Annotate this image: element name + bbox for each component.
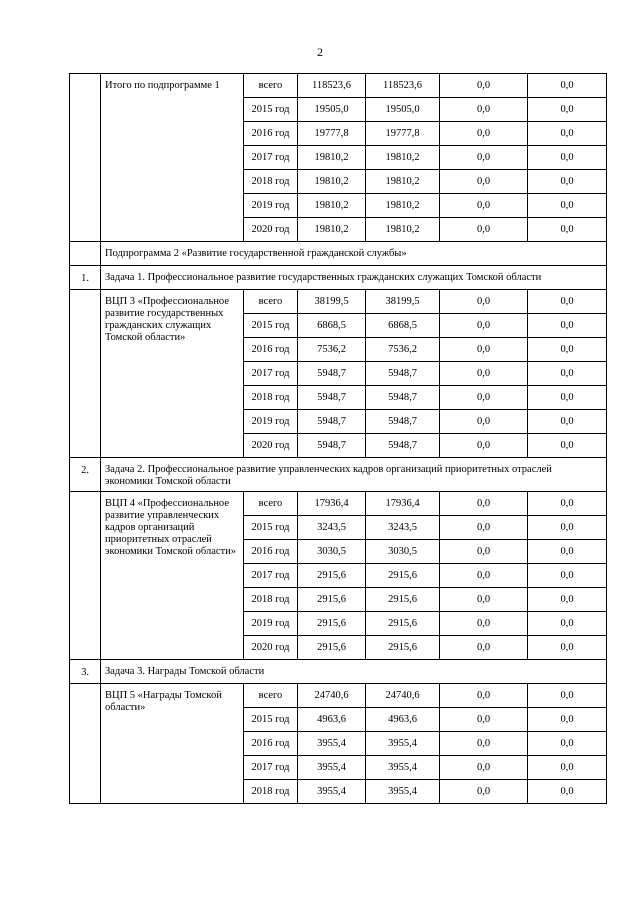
section-title: Подпрограмма 2 «Развитие государственной гражданской службы» <box>101 242 607 266</box>
regional-budget-cell: 24740,6 <box>366 684 440 708</box>
regional-budget-cell: 2915,6 <box>366 636 440 660</box>
table-row <box>70 290 607 314</box>
federal-budget-cell: 0,0 <box>440 612 528 636</box>
table-row <box>70 492 607 516</box>
year-cell: 2017 год <box>244 756 298 780</box>
federal-budget-cell: 0,0 <box>440 362 528 386</box>
federal-budget-cell: 0,0 <box>440 588 528 612</box>
page-number: 2 <box>317 45 323 59</box>
regional-budget-cell: 118523,6 <box>366 74 440 98</box>
year-cell: 2016 год <box>244 338 298 362</box>
regional-budget-cell: 19505,0 <box>366 98 440 122</box>
regional-budget-cell: 6868,5 <box>366 314 440 338</box>
total-value-cell: 2915,6 <box>298 564 366 588</box>
section-row <box>70 458 607 492</box>
regional-budget-cell: 4963,6 <box>366 708 440 732</box>
budget-table-body <box>70 74 607 804</box>
regional-budget-cell: 3955,4 <box>366 732 440 756</box>
program-name-cell: Итого по подпрограмме 1 <box>101 74 244 242</box>
other-sources-cell: 0,0 <box>528 732 607 756</box>
program-name-cell: ВЦП 4 «Профессиональное развитие управленческих кадров организаций приоритетных отраслей экономики Томской области» <box>101 492 244 660</box>
federal-budget-cell: 0,0 <box>440 194 528 218</box>
regional-budget-cell: 3955,4 <box>366 756 440 780</box>
section-number <box>70 242 101 266</box>
total-value-cell: 2915,6 <box>298 612 366 636</box>
total-value-cell: 3243,5 <box>298 516 366 540</box>
year-cell: 2016 год <box>244 732 298 756</box>
regional-budget-cell: 2915,6 <box>366 588 440 612</box>
total-value-cell: 7536,2 <box>298 338 366 362</box>
other-sources-cell: 0,0 <box>528 612 607 636</box>
total-value-cell: 19810,2 <box>298 170 366 194</box>
other-sources-cell: 0,0 <box>528 194 607 218</box>
federal-budget-cell: 0,0 <box>440 74 528 98</box>
federal-budget-cell: 0,0 <box>440 540 528 564</box>
regional-budget-cell: 5948,7 <box>366 362 440 386</box>
year-cell: всего <box>244 290 298 314</box>
regional-budget-cell: 19810,2 <box>366 170 440 194</box>
federal-budget-cell: 0,0 <box>440 98 528 122</box>
federal-budget-cell: 0,0 <box>440 708 528 732</box>
year-cell: 2020 год <box>244 434 298 458</box>
regional-budget-cell: 3243,5 <box>366 516 440 540</box>
total-value-cell: 3955,4 <box>298 780 366 804</box>
total-value-cell: 5948,7 <box>298 434 366 458</box>
row-number-cell <box>70 74 101 242</box>
section-number: 1. <box>70 266 101 290</box>
total-value-cell: 19810,2 <box>298 218 366 242</box>
federal-budget-cell: 0,0 <box>440 386 528 410</box>
year-cell: 2019 год <box>244 410 298 434</box>
other-sources-cell: 0,0 <box>528 146 607 170</box>
federal-budget-cell: 0,0 <box>440 290 528 314</box>
year-cell: 2019 год <box>244 612 298 636</box>
total-value-cell: 5948,7 <box>298 386 366 410</box>
section-title: Задача 1. Профессиональное развитие государственных гражданских служащих Томской области <box>101 266 607 290</box>
federal-budget-cell: 0,0 <box>440 146 528 170</box>
federal-budget-cell: 0,0 <box>440 122 528 146</box>
other-sources-cell: 0,0 <box>528 684 607 708</box>
year-cell: 2020 год <box>244 218 298 242</box>
year-cell: 2018 год <box>244 170 298 194</box>
table-row <box>70 74 607 98</box>
federal-budget-cell: 0,0 <box>440 170 528 194</box>
other-sources-cell: 0,0 <box>528 122 607 146</box>
year-cell: 2018 год <box>244 588 298 612</box>
other-sources-cell: 0,0 <box>528 780 607 804</box>
regional-budget-cell: 19777,8 <box>366 122 440 146</box>
year-cell: 2017 год <box>244 146 298 170</box>
section-row <box>70 266 607 290</box>
regional-budget-cell: 19810,2 <box>366 146 440 170</box>
year-cell: 2015 год <box>244 98 298 122</box>
regional-budget-cell: 19810,2 <box>366 194 440 218</box>
federal-budget-cell: 0,0 <box>440 564 528 588</box>
other-sources-cell: 0,0 <box>528 290 607 314</box>
budget-table <box>69 73 607 804</box>
total-value-cell: 5948,7 <box>298 410 366 434</box>
regional-budget-cell: 2915,6 <box>366 612 440 636</box>
total-value-cell: 19505,0 <box>298 98 366 122</box>
section-number: 3. <box>70 660 101 684</box>
regional-budget-cell: 5948,7 <box>366 386 440 410</box>
federal-budget-cell: 0,0 <box>440 516 528 540</box>
total-value-cell: 19810,2 <box>298 194 366 218</box>
year-cell: 2015 год <box>244 314 298 338</box>
other-sources-cell: 0,0 <box>528 218 607 242</box>
other-sources-cell: 0,0 <box>528 540 607 564</box>
other-sources-cell: 0,0 <box>528 170 607 194</box>
other-sources-cell: 0,0 <box>528 636 607 660</box>
total-value-cell: 24740,6 <box>298 684 366 708</box>
total-value-cell: 6868,5 <box>298 314 366 338</box>
other-sources-cell: 0,0 <box>528 708 607 732</box>
section-title: Задача 2. Профессиональное развитие управленческих кадров организаций приоритетных отраслей экономики Томской области <box>101 458 607 492</box>
total-value-cell: 3955,4 <box>298 732 366 756</box>
program-name-cell: ВЦП 3 «Профессиональное развитие государственных гражданских служащих Томской области» <box>101 290 244 458</box>
regional-budget-cell: 3955,4 <box>366 780 440 804</box>
federal-budget-cell: 0,0 <box>440 756 528 780</box>
federal-budget-cell: 0,0 <box>440 410 528 434</box>
regional-budget-cell: 3030,5 <box>366 540 440 564</box>
year-cell: 2019 год <box>244 194 298 218</box>
federal-budget-cell: 0,0 <box>440 636 528 660</box>
total-value-cell: 2915,6 <box>298 588 366 612</box>
section-title: Задача 3. Награды Томской области <box>101 660 607 684</box>
total-value-cell: 17936,4 <box>298 492 366 516</box>
year-cell: 2015 год <box>244 516 298 540</box>
total-value-cell: 4963,6 <box>298 708 366 732</box>
other-sources-cell: 0,0 <box>528 338 607 362</box>
other-sources-cell: 0,0 <box>528 386 607 410</box>
section-row <box>70 242 607 266</box>
total-value-cell: 3030,5 <box>298 540 366 564</box>
row-number-cell <box>70 492 101 660</box>
other-sources-cell: 0,0 <box>528 98 607 122</box>
other-sources-cell: 0,0 <box>528 492 607 516</box>
federal-budget-cell: 0,0 <box>440 732 528 756</box>
federal-budget-cell: 0,0 <box>440 338 528 362</box>
row-number-cell <box>70 290 101 458</box>
federal-budget-cell: 0,0 <box>440 314 528 338</box>
other-sources-cell: 0,0 <box>528 564 607 588</box>
total-value-cell: 38199,5 <box>298 290 366 314</box>
year-cell: 2017 год <box>244 564 298 588</box>
other-sources-cell: 0,0 <box>528 362 607 386</box>
regional-budget-cell: 5948,7 <box>366 410 440 434</box>
other-sources-cell: 0,0 <box>528 516 607 540</box>
regional-budget-cell: 38199,5 <box>366 290 440 314</box>
other-sources-cell: 0,0 <box>528 756 607 780</box>
year-cell: 2020 год <box>244 636 298 660</box>
year-cell: всего <box>244 492 298 516</box>
total-value-cell: 19810,2 <box>298 146 366 170</box>
year-cell: 2016 год <box>244 540 298 564</box>
total-value-cell: 19777,8 <box>298 122 366 146</box>
regional-budget-cell: 7536,2 <box>366 338 440 362</box>
year-cell: 2016 год <box>244 122 298 146</box>
year-cell: 2015 год <box>244 708 298 732</box>
regional-budget-cell: 19810,2 <box>366 218 440 242</box>
other-sources-cell: 0,0 <box>528 410 607 434</box>
other-sources-cell: 0,0 <box>528 74 607 98</box>
other-sources-cell: 0,0 <box>528 434 607 458</box>
section-number: 2. <box>70 458 101 492</box>
year-cell: 2017 год <box>244 362 298 386</box>
federal-budget-cell: 0,0 <box>440 218 528 242</box>
year-cell: 2018 год <box>244 386 298 410</box>
federal-budget-cell: 0,0 <box>440 434 528 458</box>
federal-budget-cell: 0,0 <box>440 780 528 804</box>
total-value-cell: 5948,7 <box>298 362 366 386</box>
other-sources-cell: 0,0 <box>528 314 607 338</box>
year-cell: 2018 год <box>244 780 298 804</box>
year-cell: всего <box>244 684 298 708</box>
total-value-cell: 2915,6 <box>298 636 366 660</box>
section-row <box>70 660 607 684</box>
regional-budget-cell: 17936,4 <box>366 492 440 516</box>
total-value-cell: 118523,6 <box>298 74 366 98</box>
federal-budget-cell: 0,0 <box>440 684 528 708</box>
regional-budget-cell: 5948,7 <box>366 434 440 458</box>
total-value-cell: 3955,4 <box>298 756 366 780</box>
table-row <box>70 684 607 708</box>
regional-budget-cell: 2915,6 <box>366 564 440 588</box>
federal-budget-cell: 0,0 <box>440 492 528 516</box>
year-cell: всего <box>244 74 298 98</box>
row-number-cell <box>70 684 101 804</box>
other-sources-cell: 0,0 <box>528 588 607 612</box>
program-name-cell: ВЦП 5 «Награды Томской области» <box>101 684 244 804</box>
